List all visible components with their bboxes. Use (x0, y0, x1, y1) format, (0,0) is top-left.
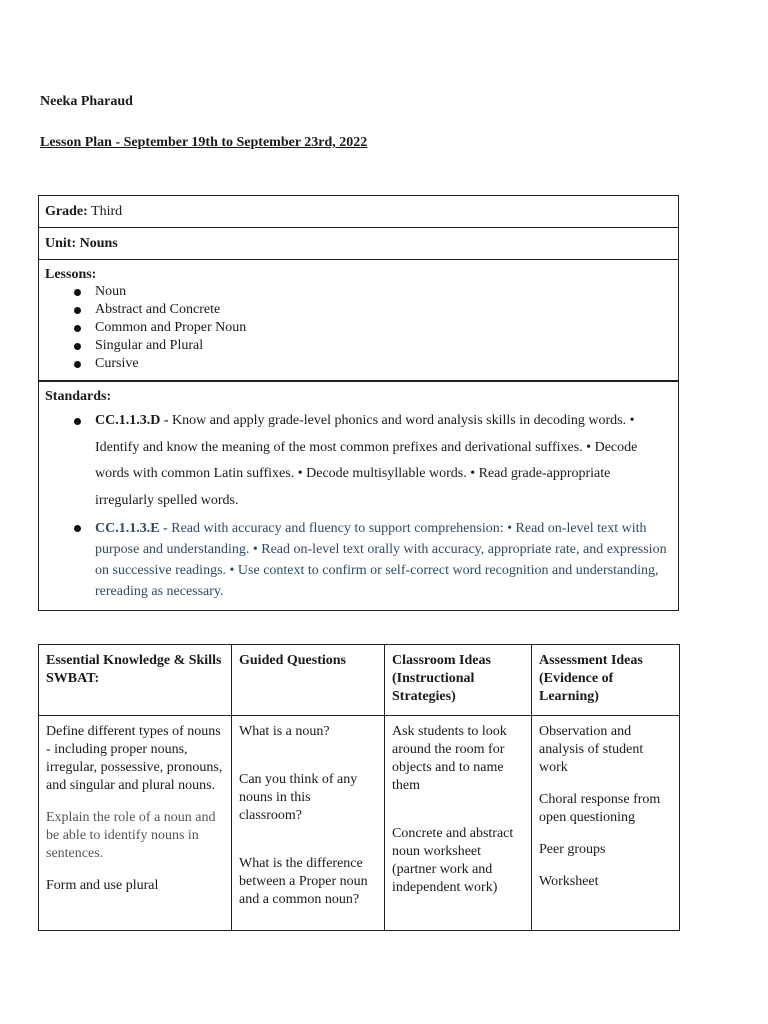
lesson-item: Common and Proper Noun (95, 319, 672, 337)
lessons-row (39, 260, 678, 382)
lesson-list (45, 283, 672, 373)
questions-cell (232, 716, 385, 931)
assessment-item: Choral response from open questioning (539, 792, 661, 825)
assessment-item: Observation and analysis of student work (539, 724, 644, 775)
standards-row (39, 382, 678, 610)
lesson-plan-table (38, 644, 680, 931)
knowledge-cell (39, 716, 232, 931)
unit-label: Unit: (45, 236, 77, 251)
assessment-cell (532, 716, 680, 931)
table-row (39, 716, 680, 931)
question-item: Can you think of any nouns in this classroom? (239, 772, 358, 823)
header-questions: Guided Questions (232, 645, 385, 716)
question-item: What is the difference between a Proper noun and a common noun? (239, 856, 368, 907)
lessons-label: Lessons: (45, 267, 97, 282)
idea-item: Ask students to look around the room for objects and to name them (392, 724, 507, 793)
header-ideas: Classroom Ideas (Instructional Strategies) (385, 645, 532, 716)
assessment-item: Peer groups (539, 842, 606, 857)
lesson-plan-title: Lesson Plan - September 19th to September 23rd, 2022 (40, 135, 368, 150)
knowledge-item: Define different types of nouns - including proper nouns, irregular, possessive, pronouns, and singular and plural nouns. (46, 724, 223, 793)
lesson-item: Abstract and Concrete (95, 301, 672, 319)
table-header-row (39, 645, 680, 716)
standards-list (45, 408, 672, 602)
idea-item: Concrete and abstract noun worksheet (partner work and independent work) (392, 826, 514, 895)
grade-value: Third (91, 204, 123, 219)
unit-value: Nouns (79, 236, 118, 251)
header-assessment: Assessment Ideas (Evidence of Learning) (532, 645, 680, 716)
unit-row (39, 228, 678, 260)
standards-label: Standards: (45, 389, 112, 404)
lesson-info-table (38, 195, 679, 611)
standard-code: CC.1.1.3.D - (95, 413, 169, 428)
ideas-cell (385, 716, 532, 931)
standard-item (95, 518, 672, 602)
assessment-item: Worksheet (539, 874, 599, 889)
standard-code: CC.1.1.3.E - (95, 521, 168, 536)
author-name: Neeka Pharaud (40, 94, 133, 109)
grade-label: Grade: (45, 204, 88, 219)
standard-text: Read with accuracy and fluency to support comprehension: • Read on-level text with purpose and understanding. • Read on-level text orally with accuracy, appropriate rate, and expression on successive readings. • Use context to confirm or self-correct word recognition and understanding, rereading as necessary. (95, 521, 667, 599)
lesson-item: Noun (95, 283, 672, 301)
grade-row (39, 196, 678, 228)
lesson-item: Cursive (95, 355, 672, 373)
standard-text: Know and apply grade-level phonics and word analysis skills in decoding words. • Identify and know the meaning of the most common prefixes and derivational suffixes. • Decode words with common Latin suffixes. • Decode multisyllable words. • Read grade-appropriate irregularly spelled words. (95, 413, 638, 508)
knowledge-item: Explain the role of a noun and be able to identify nouns in sentences. (46, 810, 216, 861)
lesson-item: Singular and Plural (95, 337, 672, 355)
knowledge-item: Form and use plural (46, 878, 159, 893)
standard-item (95, 408, 672, 514)
header-knowledge: Essential Knowledge & Skills SWBAT: (39, 645, 232, 716)
question-item: What is a noun? (239, 724, 330, 739)
